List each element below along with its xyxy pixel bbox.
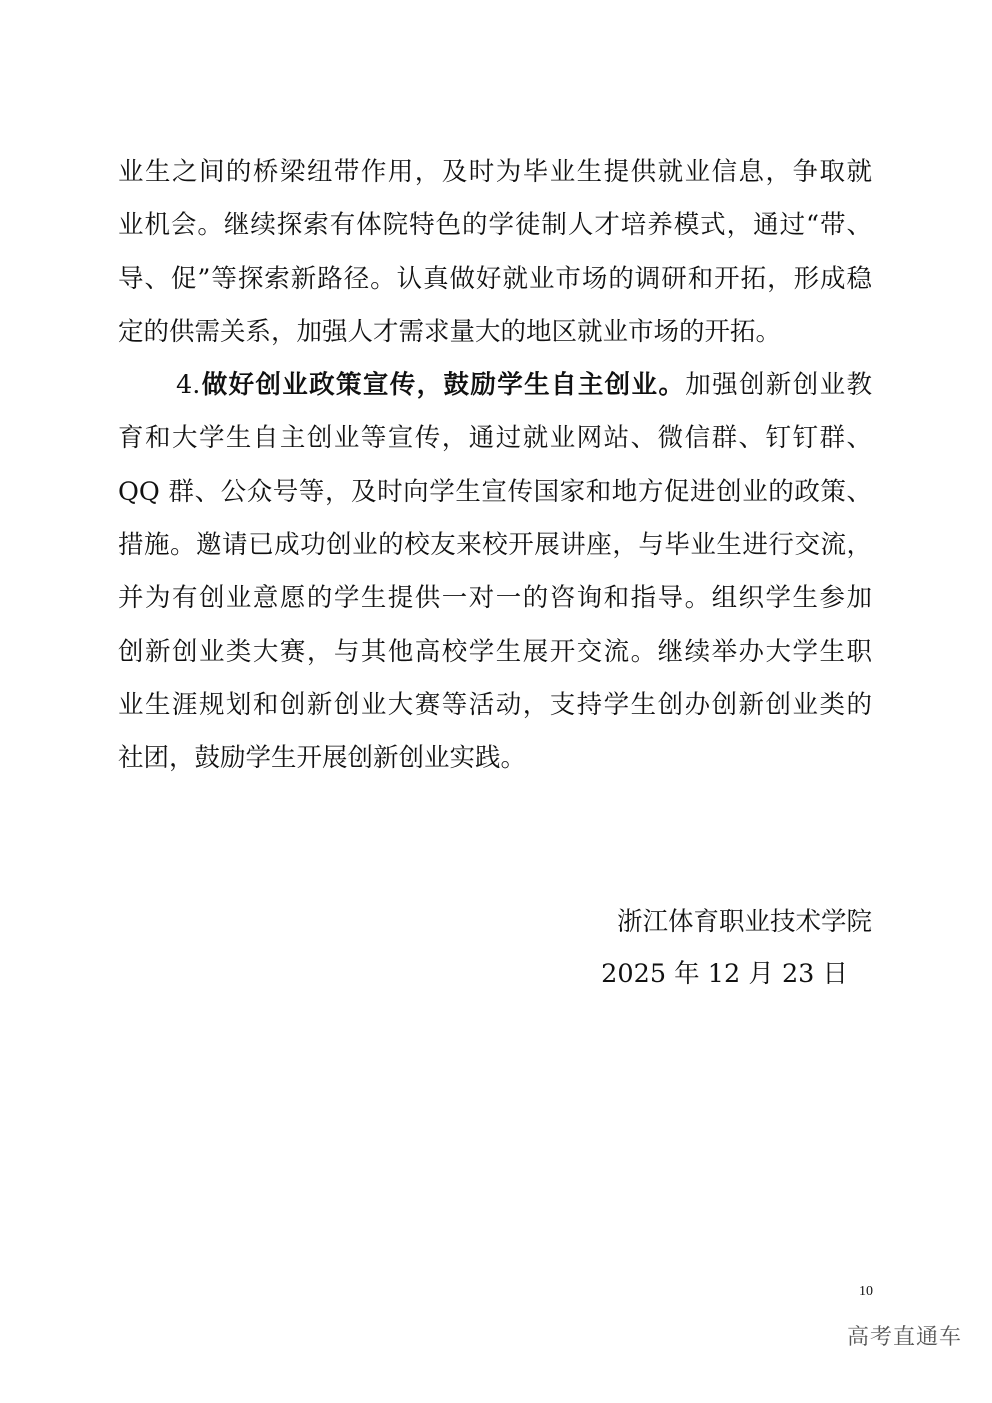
item-number: 4. (176, 370, 201, 401)
signature-date: 2025 年 12 月 23 日 (601, 959, 848, 989)
text-line: 社团，鼓励学生开展创新创业实践。 (118, 743, 527, 774)
text-line: 定的供需关系，加强人才需求量大的地区就业市场的开拓。 (118, 316, 782, 347)
item-first-line-text: 加强创新创业教 (685, 370, 872, 401)
text-line: 业生之间的桥梁纽带作用，及时为毕业生提供就业信息，争取就 (118, 157, 872, 187)
text-line: 并为有创业意愿的学生提供一对一的咨询和指导。组织学生参加 (118, 583, 872, 614)
text-line: 措施。邀请已成功创业的校友来校开展讲座，与毕业生进行交流， (118, 530, 872, 561)
document-body (118, 146, 872, 786)
paragraph-employment-market (118, 146, 872, 359)
text-line: 导、促”等探索新路径。认真做好就业市场的调研和开拓，形成稳 (118, 263, 872, 294)
signature-organization: 浙江体育职业技术学院 (616, 907, 872, 937)
text-line: 育和大学生自主创业等宣传，通过就业网站、微信群、钉钉群、 (118, 423, 872, 454)
text-line-with-heading (118, 359, 872, 412)
text-line: 业机会。继续探索有体院特色的学徒制人才培养模式，通过“带、 (118, 210, 872, 241)
text-line: 业生涯规划和创新创业大赛等活动，支持学生创办创新创业类的 (118, 689, 872, 720)
watermark-text: 高考直通车 (846, 1325, 962, 1350)
text-line: 创新创业类大赛，与其他高校学生展开交流。继续举办大学生职 (118, 636, 872, 667)
signature-block (601, 896, 872, 1000)
text-line: QQ 群、公众号等，及时向学生宣传国家和地方促进创业的政策、 (118, 476, 872, 507)
paragraph-entrepreneurship (118, 359, 872, 785)
item-heading: 做好创业政策宣传，鼓励学生自主创业。 (200, 370, 686, 401)
page-number: 10 (859, 1284, 873, 1299)
